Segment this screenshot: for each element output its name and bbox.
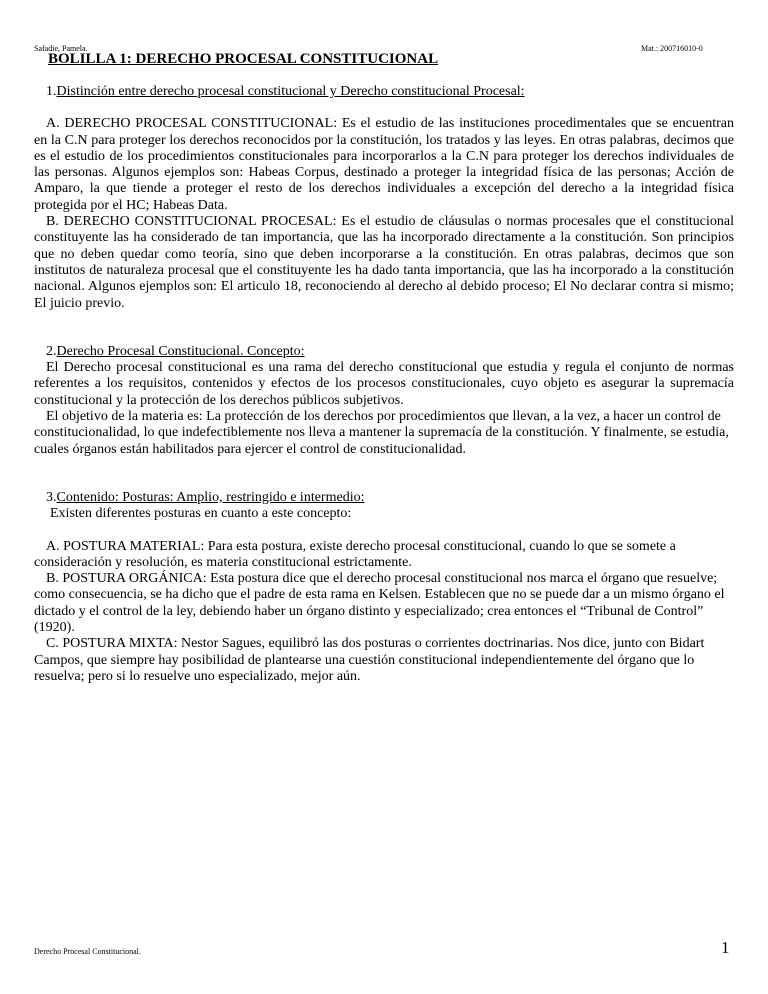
section1-heading [34, 84, 734, 100]
section1-paragraph-b: B. DERECHO CONSTITUCIONAL PROCESAL: Es el estudio de cláusulas o normas procesales que el constitucional constituyente las ha considerado de tan importancia, que las ha incorporado directamente a la constitución. Son principios que no deben quedar como teoría, sino que deben incorporarse a la constitución. En otras palabras, decimos que son institutos de naturaleza procesal que el constituyente les ha dado tanta importancia, que las ha incorporado a la constitución nacional. Algunos ejemplos son: El articulo 18, reconociendo al derecho al debido proceso; El No declarar contra si mismo; El juicio previo. [34, 214, 734, 311]
page-number: 1 [721, 938, 730, 957]
header-author: Safadie, Pamela. [34, 44, 88, 53]
section2-number: 2. [46, 343, 57, 359]
footer-subject: Derecho Procesal Constitucional. [34, 947, 141, 956]
page-title: BOLILLA 1: DERECHO PROCESAL CONSTITUCIONAL [48, 51, 439, 67]
section3-heading-text: Contenido: Posturas: Amplio, restringido e intermedio: [56, 489, 365, 505]
section2-heading [34, 344, 734, 360]
section1-number: 1. [46, 84, 57, 99]
section3-paragraph-b: B. POSTURA ORGÁNICA: Esta postura dice que el derecho procesal constitucional nos marca el órgano que resuelve; como consecuencia, se ha dicho que el padre de esta rama en Kelsen. Establecen que no se puede dar a un mismo órgano el dictado y el control de la ley, debiendo haber un órgano distinto y especializado; crea entonces el “Tribunal de Control” (1920). [34, 571, 725, 636]
section1-paragraph-a: A. DERECHO PROCESAL CONSTITUCIONAL: Es el estudio de las instituciones procedimentales que se encuentran en la C.N para proteger los derechos reconocidos por la constitución, los tratados y las leyes. En otras palabras, decimos que es el estudio de los procedimientos constitucionales para incorporarlos a la C.N para proteger los derechos individuales de las personas. Algunos ejemplos son: Habeas Corpus, destinado a proteger la integridad física de las personas; Acción de Amparo, la que tiende a proteger el resto de los derechos individuales a excepción del derecho a la integridad física protegida por el HC; Habeas Data. [34, 116, 734, 213]
section3-paragraph-c: C. POSTURA MIXTA: Nestor Sagues, equilibró las dos posturas o corrientes doctrinarias. Nos dice, junto con Bidart Campos, que siempre hay posibilidad de plantearse una cuestión constitucional independientemente del órgano que lo resuelva; pero si lo resuelve uno especializado, mejor aún. [34, 636, 705, 684]
section3-number: 3. [46, 489, 57, 505]
section3-paragraph-a: A. POSTURA MATERIAL: Para esta postura, existe derecho procesal constitucional, cuando lo que se somete a consideración y resolución, es materia constitucional estrictamente. [34, 538, 676, 570]
section1-heading-text: Distinción entre derecho procesal constitucional y Derecho constitucional Procesal: [56, 84, 525, 99]
section2-heading-text: Derecho Procesal Constitucional. Concepto: [56, 343, 305, 359]
header-matricula: Mat.: 200716010-0 [641, 44, 703, 53]
section2-paragraph-2: El objetivo de la materia es: La protección de los derechos por procedimientos que llevan, a la vez, a hacer un control de constitucionalidad, lo que indefectiblemente nos lleva a mantener la supremacía de la constitución. Y finalmente, se estudia, cuales órganos están habilitados para ejercer el control de constitucionalidad. [34, 409, 729, 457]
section3-heading [34, 490, 734, 506]
section2-paragraph-1: El Derecho procesal constitucional es una rama del derecho constitucional que estudia y regula el conjunto de normas referentes a los requisitos, contenidos y efectos de los procesos constitucionales, cuyo objeto es asegurar la supremacía constitucional y la protección de los derechos públicos subjetivos. [34, 360, 734, 408]
section3-intro: Existen diferentes posturas en cuanto a este concepto: [50, 506, 352, 522]
document-body [34, 84, 734, 685]
